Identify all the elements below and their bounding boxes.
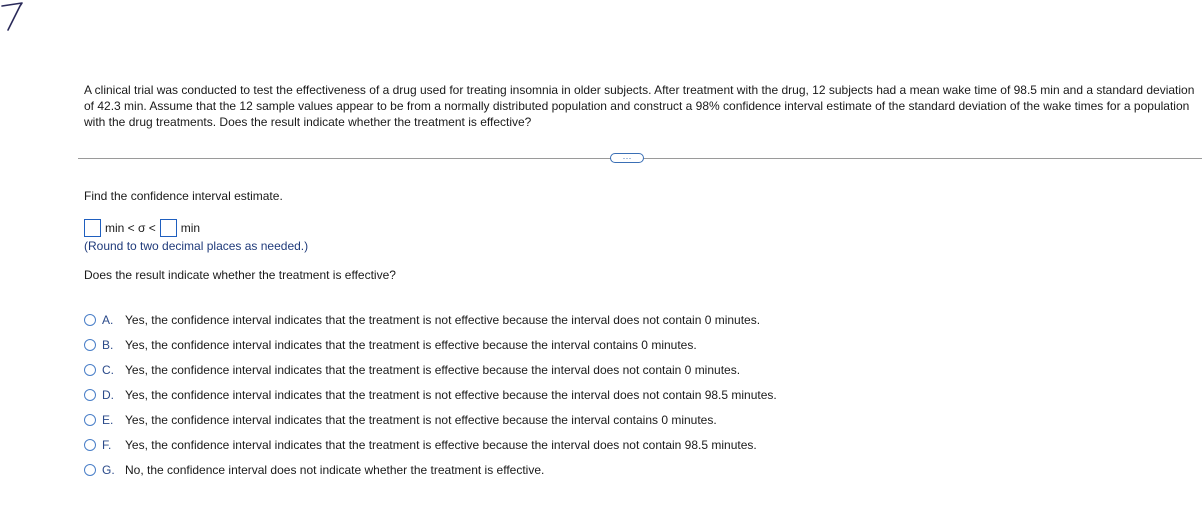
option-d[interactable] <box>84 382 777 407</box>
option-letter: G. <box>102 462 115 477</box>
upper-bound-input[interactable] <box>160 219 177 237</box>
radio-button-icon[interactable] <box>84 314 96 326</box>
option-a[interactable] <box>84 307 777 332</box>
interval-answer-row <box>84 218 204 238</box>
radio-button-icon[interactable] <box>84 414 96 426</box>
option-text: Yes, the confidence interval indicates that the treatment is not effective because the interval does not contain 0 minutes. <box>125 312 761 327</box>
option-b[interactable] <box>84 332 777 357</box>
option-letter: F. <box>102 437 112 452</box>
option-text: Yes, the confidence interval indicates that the treatment is effective because the interval does not contain 98.5 minutes. <box>125 437 757 452</box>
lower-bound-input[interactable] <box>84 219 101 237</box>
option-letter: A. <box>102 312 114 327</box>
radio-button-icon[interactable] <box>84 464 96 476</box>
option-e[interactable] <box>84 407 777 432</box>
interval-end-text: min <box>180 221 201 235</box>
option-text: Yes, the confidence interval indicates that the treatment is effective because the interval contains 0 minutes. <box>125 337 697 352</box>
option-text: Yes, the confidence interval indicates that the treatment is effective because the interval does not contain 0 minutes. <box>125 362 741 377</box>
option-text: Yes, the confidence interval indicates that the treatment is not effective because the interval contains 0 minutes. <box>125 412 717 427</box>
radio-button-icon[interactable] <box>84 339 96 351</box>
rounding-note: (Round to two decimal places as needed.) <box>84 239 309 253</box>
option-f[interactable] <box>84 432 777 457</box>
option-text: Yes, the confidence interval indicates that the treatment is not effective because the interval does not contain 98.5 minutes. <box>125 387 777 402</box>
option-letter: D. <box>102 387 114 402</box>
confidence-interval-prompt: Find the confidence interval estimate. <box>84 189 283 203</box>
option-letter: C. <box>102 362 114 377</box>
expand-more-button[interactable]: ··· <box>610 153 644 163</box>
handwritten-seven-mark <box>0 0 30 36</box>
option-letter: E. <box>102 412 114 427</box>
option-g[interactable] <box>84 457 777 482</box>
interval-middle-text: min < σ < <box>105 221 156 235</box>
option-text: No, the confidence interval does not indicate whether the treatment is effective. <box>125 462 545 477</box>
option-c[interactable] <box>84 357 777 382</box>
answer-options <box>84 307 777 482</box>
radio-button-icon[interactable] <box>84 389 96 401</box>
radio-button-icon[interactable] <box>84 364 96 376</box>
effectiveness-prompt: Does the result indicate whether the treatment is effective? <box>84 268 396 282</box>
question-text: A clinical trial was conducted to test the effectiveness of a drug used for treating insomnia in older subjects. After treatment with the drug, 12 subjects had a mean wake time of 98.5 min and a standard deviation of 42.3 min. Assume that the 12 sample values appear to be from a normally distributed population and construct a 98% confidence interval estimate of the standard deviation of the wake times for a population with the drug treatments. Does the result indicate whether the treatment is effective? <box>84 83 1195 129</box>
radio-button-icon[interactable] <box>84 439 96 451</box>
option-letter: B. <box>102 337 114 352</box>
